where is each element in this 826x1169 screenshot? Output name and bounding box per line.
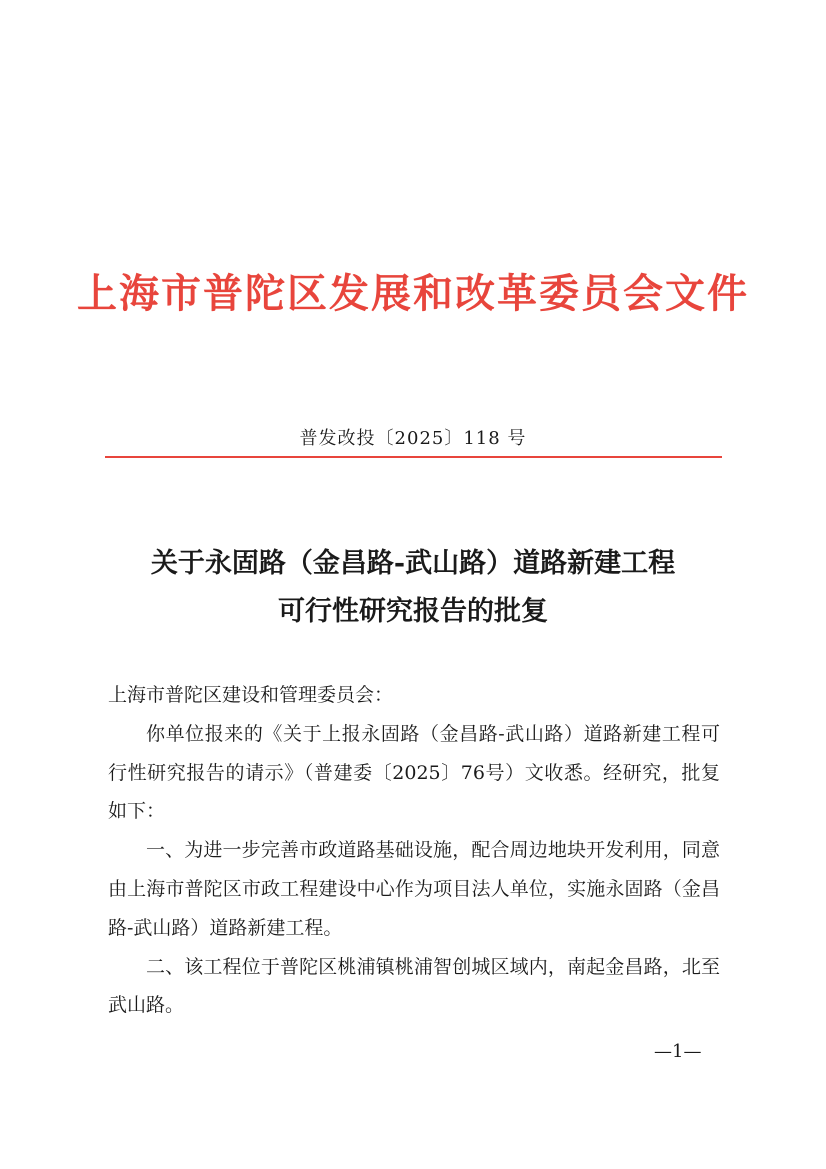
- body-text: [108, 676, 720, 1025]
- document-number: 普发改投〔2025〕118 号: [299, 428, 527, 449]
- paragraph-item-2: 二、该工程位于普陀区桃浦镇桃浦智创城区域内，南起金昌路，北至武山路。: [108, 955, 720, 1017]
- title-line-2: 可行性研究报告的批复: [278, 596, 548, 627]
- red-divider-line: [105, 456, 722, 458]
- page-number: —1—: [654, 1041, 702, 1062]
- title-line-1: 关于永固路（金昌路-武山路）道路新建工程: [150, 548, 676, 579]
- issuer-title: 上海市普陀区发展和改革委员会文件: [77, 270, 749, 317]
- paragraph-item-1: 一、为进一步完善市政道路基础设施，配合周边地块开发利用，同意由上海市普陀区市政工程建设中心作为项目法人单位，实施永固路（金昌路-武山路）道路新建工程。: [108, 839, 720, 939]
- receipt-text: 你单位报来的《关于上报永固路（金昌路-武山路）道路新建工程可行性研究报告的请示》（普建委〔2025〕76号）文收悉。: [108, 722, 720, 784]
- lead-in-text: 经研究，批复如下：: [108, 761, 720, 823]
- paragraph-receipt: [108, 715, 720, 831]
- document-title: [0, 540, 826, 636]
- addressee: 上海市普陀区建设和管理委员会：: [108, 684, 394, 706]
